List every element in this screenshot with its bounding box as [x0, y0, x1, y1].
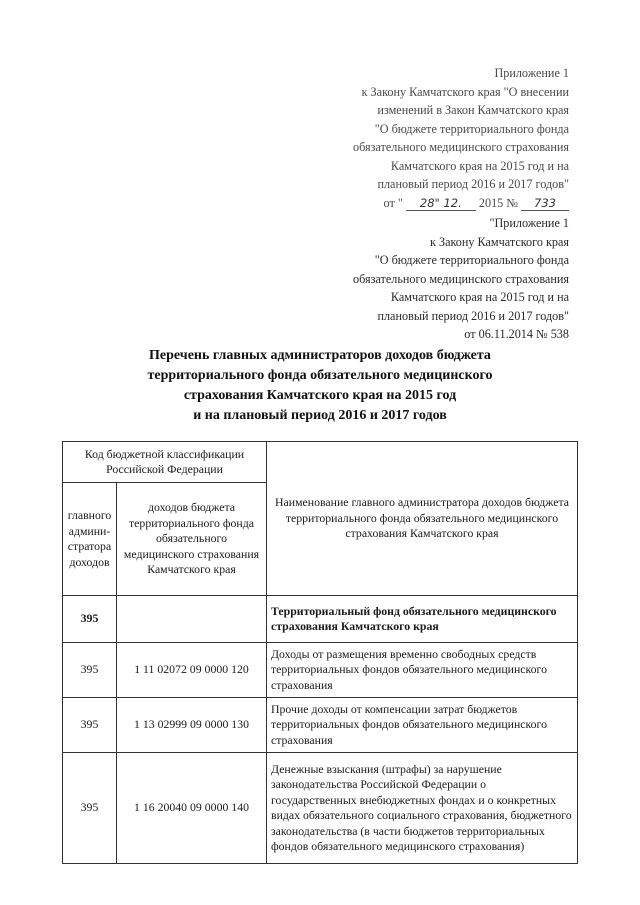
handwritten-date: 28" 12. — [406, 196, 476, 211]
name-cell: Территориальный фонд обязательного медицинского страхования Камчатского края — [267, 596, 578, 643]
title-line: страхования Камчатского края на 2015 год — [183, 388, 457, 403]
kbk-cell: 1 16 20040 09 0000 140 — [117, 753, 267, 864]
amendment-line: плановый период 2016 и 2017 годов" — [377, 177, 569, 191]
table-row — [63, 643, 578, 698]
original-line: "Приложение 1 — [489, 216, 569, 230]
header-administrator-name: Наименование главного администратора доходов бюджета территориального фонда обязательного медицинского страхования Камчатского края — [267, 442, 578, 596]
table-row — [63, 698, 578, 753]
date-prefix: от " — [383, 195, 403, 210]
admin-code-cell: 395 — [63, 596, 117, 643]
admin-code-cell: 395 — [63, 753, 117, 864]
administrators-table — [62, 441, 578, 864]
amendment-line: изменений в Закон Камчатского края — [377, 103, 569, 117]
kbk-cell: 1 13 02999 09 0000 130 — [117, 698, 267, 753]
handwritten-number: 733 — [521, 196, 569, 211]
table-header-row — [63, 442, 578, 483]
table-row — [63, 753, 578, 864]
amendment-line: обязательного медицинского страхования — [353, 140, 569, 154]
original-line: от 06.11.2014 № 538 — [464, 327, 569, 341]
original-line: "О бюджете территориального фонда — [374, 253, 569, 267]
amendment-line: к Закону Камчатского края "О внесении — [361, 84, 569, 99]
kbk-cell: 1 11 02072 09 0000 120 — [117, 643, 267, 698]
amendment-line: "О бюджете территориального фонда — [374, 121, 569, 136]
admin-code-cell: 395 — [63, 643, 117, 698]
original-line: плановый период 2016 и 2017 годов" — [377, 308, 569, 323]
kbk-cell — [117, 596, 267, 643]
header-income-code: доходов бюджета территориального фонда обязательного медицинского страхования Камчатского края — [117, 483, 267, 596]
admin-code-cell: 395 — [63, 698, 117, 753]
amendment-line: Камчатского края на 2015 год и на — [390, 158, 569, 173]
amendment-line: Приложение 1 — [494, 66, 569, 80]
original-line: Камчатского края на 2015 год и на — [390, 290, 569, 304]
title-line: и на плановый период 2016 и 2017 годов — [193, 408, 447, 423]
original-annex-header — [353, 214, 569, 344]
name-cell: Доходы от размещения временно свободных средств территориальных фондов обязательного медицинского страхования — [267, 643, 578, 698]
amendment-date-line — [353, 194, 569, 213]
name-cell: Денежные взыскания (штрафы) за нарушение законодательства Российской Федерации о государственных внебюджетных фондах и о конкретных видах обязательного социального страхования, бюджетного законодательства (в части бюджетов территориальных фондов обязательного медицинского страхования) — [267, 753, 578, 864]
original-line: обязательного медицинского страхования — [353, 271, 569, 286]
header-admin-code: главного админи-стратора доходов — [63, 483, 117, 596]
title-line: территориального фонда обязательного медицинского — [147, 368, 493, 383]
document-title — [60, 346, 580, 426]
table-row — [63, 596, 578, 643]
name-cell: Прочие доходы от компенсации затрат бюджетов территориальных фондов обязательного медицинского страхования — [267, 698, 578, 753]
amendment-header — [353, 64, 569, 212]
header-kbk-group: Код бюджетной классификации Российской Федерации — [63, 442, 267, 483]
year-text: 2015 № — [478, 195, 518, 210]
title-line: Перечень главных администраторов доходов бюджета — [149, 348, 491, 363]
original-line: к Закону Камчатского края — [430, 234, 569, 249]
